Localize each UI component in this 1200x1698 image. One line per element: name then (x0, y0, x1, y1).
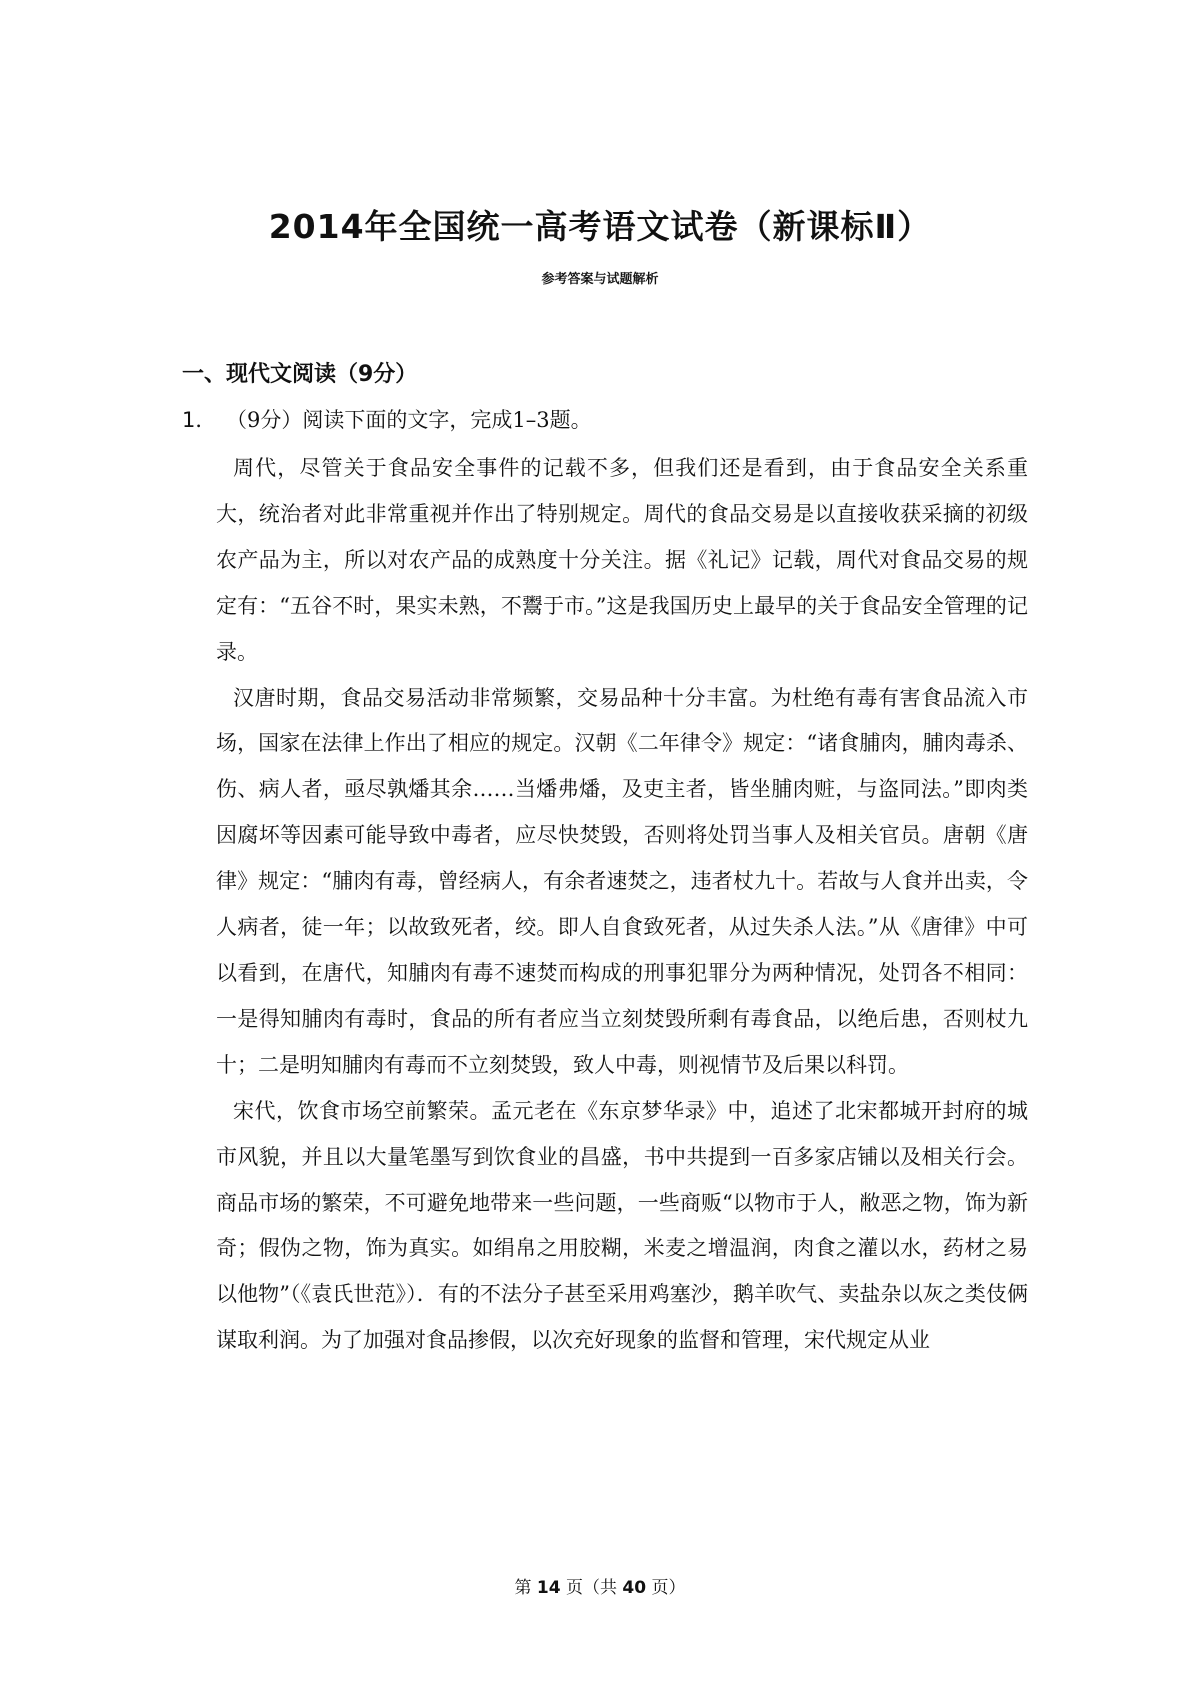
passage-paragraph: 汉唐时期，食品交易活动非常频繁，交易品种十分丰富。为杜绝有毒有害食品流入市场，国家在法律上作出了相应的规定。汉朝《二年律令》规定：“诸食脯肉，脯肉毒杀、伤、病人者，亟尽孰燔其余……当燔弗燔，及吏主者，皆坐脯肉赃，与盗同法。”即肉类因腐坏等因素可能导致中毒者，应尽快焚毁，否则将处罚当事人及相关官员。唐朝《唐律》规定：“脯肉有毒，曾经病人，有余者速焚之，违者杖九十。若故与人食并出卖，令人病者，徒一年；以故致死者，绞。即人自食致死者，从过失杀人法。”从《唐律》中可以看到，在唐代，知脯肉有毒不速焚而构成的刑事犯罪分为两种情况，处罚各不相同：一是得知脯肉有毒时，食品的所有者应当立刻焚毁所剩有毒食品，以绝后患，否则杖九十；二是明知脯肉有毒而不立刻焚毁，致人中毒，则视情节及后果以科罚。 (216, 685, 1028, 1077)
section-heading: 一、现代文阅读（9分） (182, 362, 418, 387)
footer-suffix: 页） (651, 1578, 686, 1598)
footer-middle: 页（共 (566, 1578, 617, 1598)
reading-passage (216, 446, 1028, 1364)
footer-current-page: 14 (536, 1578, 561, 1598)
passage-paragraph: 宋代，饮食市场空前繁荣。孟元老在《东京梦华录》中，追述了北宋都城开封府的城市风貌，并且以大量笔墨写到饮食业的昌盛，书中共提到一百多家店铺以及相关行会。商品市场的繁荣，不可避免地带来一些问题，一些商贩“以物市于人，敝恶之物，饰为新奇；假伪之物，饰为真实。如绢帛之用胶糊，米麦之增温润，肉食之灌以水，药材之易以他物”（《袁氏世范》）．有的不法分子甚至采用鸡塞沙，鹅羊吹气、卖盐杂以灰之类伎俩谋取利润。为了加强对食品掺假，以次充好现象的监督和管理，宋代规定从业 (216, 1098, 1028, 1353)
question-line (182, 404, 1062, 436)
page-footer (0, 1576, 1200, 1600)
question-number: 1． (182, 408, 217, 432)
document-subtitle: 参考答案与试题解析 (541, 272, 659, 287)
passage-paragraph: 周代，尽管关于食品安全事件的记载不多，但我们还是看到，由于食品安全关系重大，统治者对此非常重视并作出了特别规定。周代的食品交易是以直接收获采摘的初级农产品为主，所以对农产品的成熟度十分关注。据《礼记》记载，周代对食品交易的规定有：“五谷不时，果实未熟，不鬻于市。”这是我国历史上最早的关于食品安全管理的记录。 (216, 456, 1028, 664)
document-title: 2014年全国统一高考语文试卷（新课标Ⅱ） (268, 207, 932, 246)
footer-total-pages: 40 (622, 1578, 647, 1598)
question-text: （9分）阅读下面的文字，完成1–3题。 (226, 408, 592, 432)
footer-prefix: 第 (514, 1578, 532, 1598)
